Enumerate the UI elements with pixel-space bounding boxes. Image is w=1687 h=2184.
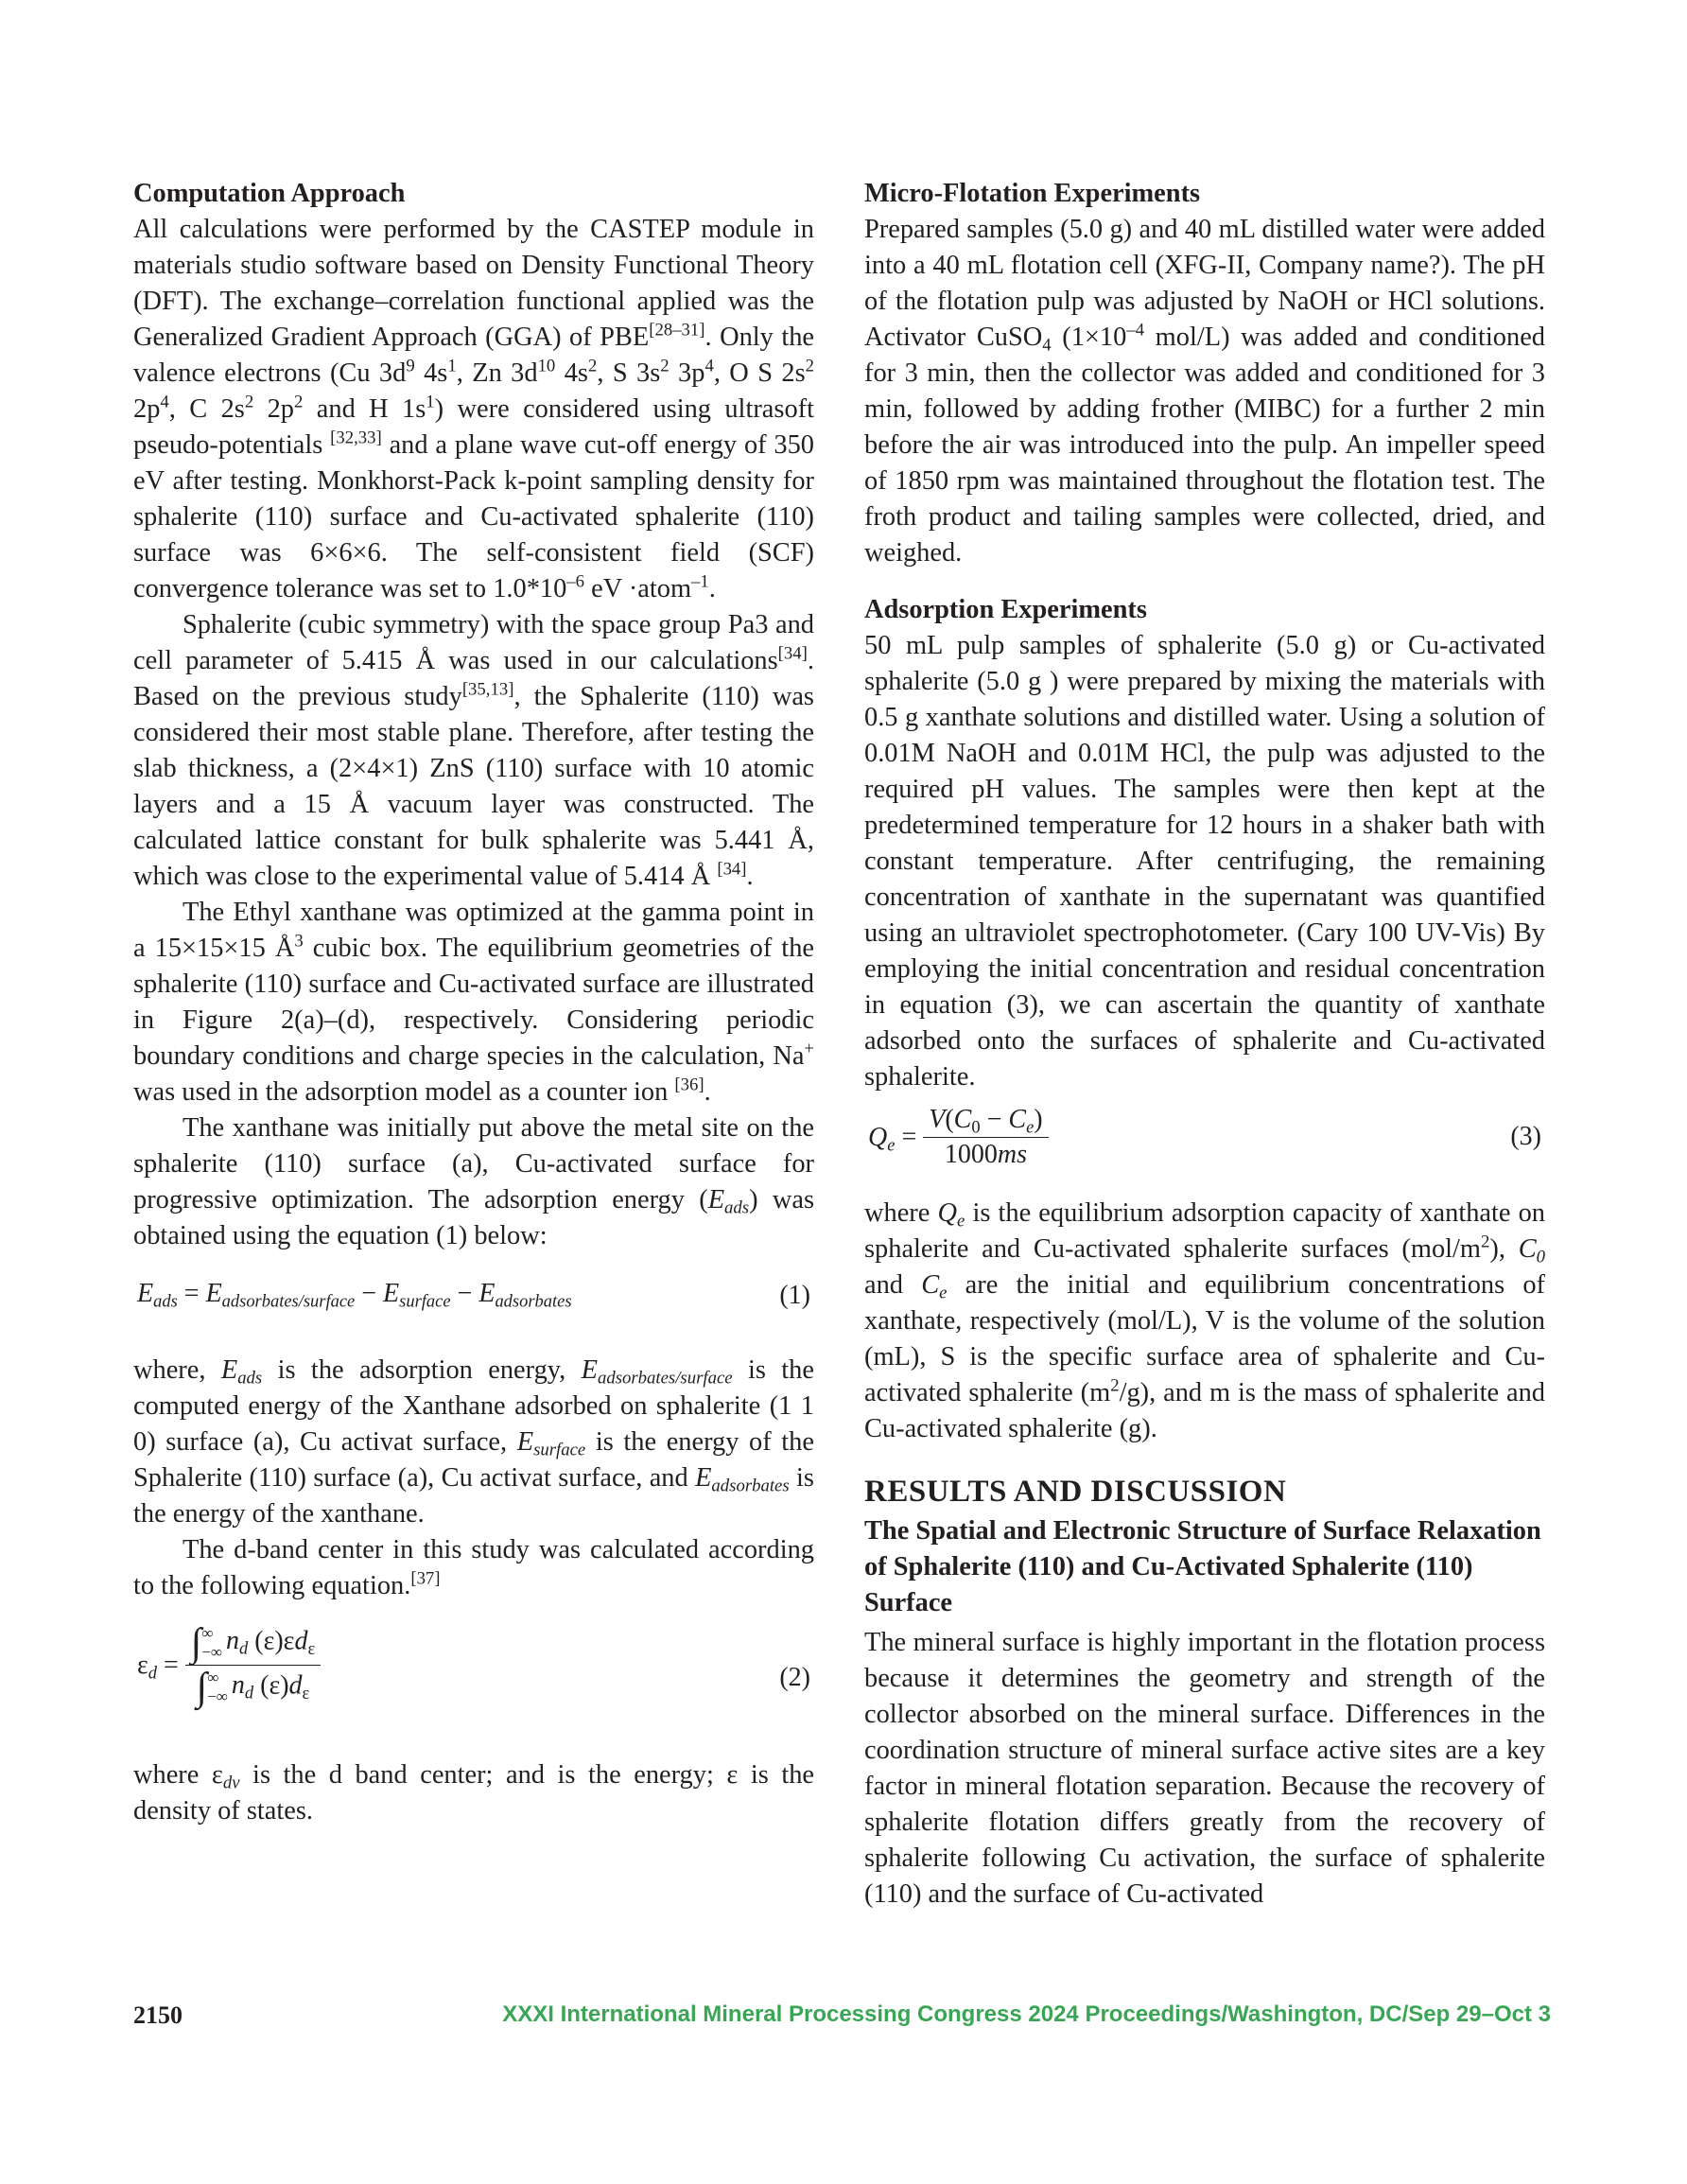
equation-1-number: (1) bbox=[779, 1281, 810, 1310]
spatial-structure-heading: The Spatial and Electronic Structure of Surface Relaxation of Sphalerite (110) and Cu-Activated Sphalerite (110) Surface bbox=[864, 1516, 1541, 1617]
equation-2-formula: $\varepsilon_d$ = ∫∞ −∞ $n_d$ $(\varepsilon)\varepsilon d_\varepsilon$ ∫∞ −∞ $n_d$ $(\varepsilon)d_\varepsilon$ bbox=[137, 1623, 321, 1707]
right-column bbox=[864, 176, 1545, 1913]
adsorption-paragraph: 50 mL pulp samples of sphalerite (5.0 g) or Cu-activated sphalerite (5.0 g ) were prepared by mixing the materials with 0.5 g xanthate solutions and distilled water. Using a solution of 0.01M NaOH and 0.01M HCl, the pulp was adjusted to the required pH values. The samples were then kept at the predetermined temperature for 12 hours in a shaker bath with constant temperature. After centrifuging, the remaining concentration of xanthate in the supernatant was quantified using an ultraviolet spectrophotometer. (Cary 100 UV-Vis) By employing the initial concentration and residual concentration in equation (3), we can ascertain the quantity of xanthate adsorbed onto the surfaces of sphalerite and Cu-activated sphalerite. bbox=[864, 631, 1545, 1092]
page-number: 2150 bbox=[133, 2001, 183, 2029]
equation-1-explanation: where, $E_{ads}$ is the adsorption energy, $E_{adsorbates/surface}$ is the computed energy of the Xanthane adsorbed on sphalerite (1 1 0) surface (a), Cu activat surface, $E_{surface}$ is the energy of the Sphalerite (110) surface (a), Cu activat surface, and $E_{adsorbates}$ is the energy of the xanthane. bbox=[133, 1355, 814, 1529]
micro-flotation-heading: Micro-Flotation Experiments bbox=[864, 179, 1201, 208]
equation-1 bbox=[133, 1267, 814, 1336]
equation-3-formula: $Q_e$ = $\frac{V(C_0 - C_e)}{1000ms}$ bbox=[868, 1105, 1049, 1170]
equation-3-explanation: where $Q_e$ is the equilibrium adsorption capacity of xanthate on sphalerite and Cu-activated sphalerite surfaces $(mol/m^2)$, $C_0$ and $C_e$ are the initial and equilibrium concentrations of xanthate, respectively (mol/L), V is the volume of the solution (mL), S is the specific surface area of sphalerite and Cu-activated sphalerite $(m^2/g)$, and m is the mass of sphalerite and Cu-activated sphalerite (g). bbox=[864, 1198, 1546, 1443]
computation-approach-heading: Computation Approach bbox=[133, 179, 406, 208]
equation-2-number: (2) bbox=[779, 1663, 810, 1692]
equation-2-explanation: where $\varepsilon_{dv}$ is the d band center; and is the energy; ε is the density of states. bbox=[133, 1760, 814, 1826]
computation-paragraph-3: The Ethyl xanthane was optimized at the gamma point in a 15×15×15 $Å^3$ cubic box. The equilibrium geometries of the sphalerite (110) surface and Cu-activated surface are illustrated in Figure 2(a)–(d), respectively. Considering periodic boundary conditions and charge species in the calculation, Na+ was used in the adsorption model as a counter ion [36]. bbox=[133, 898, 814, 1107]
spatial-structure-paragraph: The mineral surface is highly important in the flotation process because it determines the geometry and strength of the collector absorbed on the mineral surface. Differences in the coordination structure of mineral surface active sites are a key factor in mineral flotation separation. Because the recovery of sphalerite flotation differs greatly from the recovery of sphalerite following Cu activation, the surface of sphalerite (110) and the surface of Cu-activated bbox=[864, 1628, 1545, 1909]
dband-intro: The d-band center in this study was calculated according to the following equation.[37] bbox=[133, 1535, 814, 1600]
computation-paragraph-2: Sphalerite (cubic symmetry) with the space group Pa3 and cell parameter of 5.415 Å was used in our calculations[34]. Based on the previous study[35,13], the Sphalerite (110) was considered their most stable plane. Therefore, after testing the slab thickness, a (2×4×1) ZnS (110) surface with 10 atomic layers and a 15 Å vacuum layer was constructed. The calculated lattice constant for bulk sphalerite was 5.441 Å, which was close to the experimental value of 5.414 Å [34]. bbox=[133, 610, 814, 891]
adsorption-heading: Adsorption Experiments bbox=[864, 595, 1147, 624]
equation-3-number: (3) bbox=[1510, 1122, 1541, 1151]
equation-3 bbox=[864, 1101, 1545, 1179]
computation-paragraph-4: The xanthane was initially put above the metal site on the sphalerite (110) surface (a), Cu-activated surface for progressive optimization. The adsorption energy $(E_{ads})$ was obtained using the equation (1) below: bbox=[133, 1113, 814, 1250]
micro-flotation-paragraph: Prepared samples (5.0 g) and 40 mL distilled water were added into a 40 mL flotation cell (XFG-II, Company name?). The pH of the flotation pulp was adjusted by NaOH or HCl solutions. Activator CuSO$_4$ ($1\times 10^{-4}$ mol/L) was added and conditioned for 3 min, then the collector was added and conditioned for 3 min, followed by adding frother (MIBC) for a further 2 min before the air was introduced into the pulp. An impeller speed of 1850 rpm was maintained throughout the flotation test. The froth product and tailing samples were collected, dried, and weighed. bbox=[864, 215, 1545, 568]
conference-title: XXXI International Mineral Processing Congress 2024 Proceedings/Washington, DC/Sep 29–Oct 3 bbox=[502, 2001, 1551, 2027]
results-discussion-heading: RESULTS AND DISCUSSION bbox=[864, 1475, 1287, 1509]
computation-paragraph-1: All calculations were performed by the CASTEP module in materials studio software based on Density Functional Theory (DFT). The exchange–correlation functional applied was the Generalized Gradient Approach (GGA) of PBE[28–31]. Only the valence electrons (Cu $3d^9$ $4s^1$, Zn $3d^{10}$ $4s^2$, S $3s^2$ $3p^4$, O S $2s^2$ $2p^4$, C $2s^2$ $2p^2$ and H $1s^1$) were considered using ultrasoft pseudo-potentials [32,33] and a plane wave cut-off energy of 350 eV after testing. Monkhorst-Pack k-point sampling density for sphalerite (110) surface and Cu-activated sphalerite (110) surface was 6×6×6. The self-consistent field (SCF) convergence tolerance was set to $1.0*10^{-6}$ eV ·atom$^{-1}$. bbox=[133, 215, 815, 603]
left-column bbox=[133, 176, 814, 1829]
equation-2 bbox=[133, 1610, 814, 1748]
page-footer bbox=[133, 2001, 1551, 2039]
equation-1-formula: $E_{ads} = E_{adsorbates/surface} - E_{surface} - E_{adsorbates}$ bbox=[137, 1279, 572, 1311]
